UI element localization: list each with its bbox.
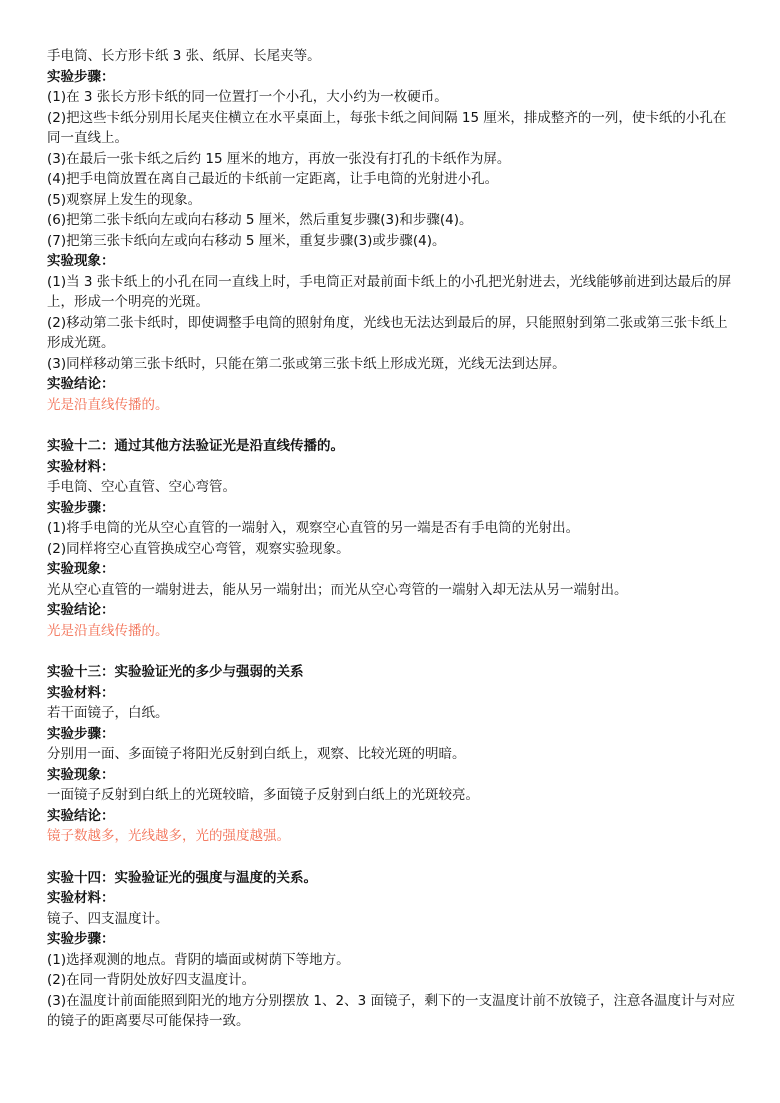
section-title: 实验十三：实验验证光的多少与强弱的关系 [47, 664, 304, 680]
step-item: (5)观察屏上发生的现象。 [47, 191, 202, 208]
step-item: (4)把手电筒放置在离自己最近的卡纸前一定距离，让手电筒的光射进小孔。 [47, 171, 499, 187]
conclusion-answer: 光是沿直线传播的。 [47, 622, 169, 639]
step-item: (1)在 3 张长方形卡纸的同一位置打一个小孔，大小约为一枚硬币。 [47, 89, 448, 105]
step-text: 分别用一面、多面镜子将阳光反射到白纸上，观察、比较光斑的明暗。 [47, 746, 466, 762]
materials-label: 实验材料： [47, 684, 115, 701]
section-title: 实验十二：通过其他方法验证光是沿直线传播的。 [47, 438, 344, 454]
steps-label: 实验步骤： [47, 68, 115, 85]
section-gap [47, 641, 737, 662]
conclusion-label: 实验结论： [47, 602, 115, 618]
step-item: (2)同样将空心直管换成空心弯管，观察实验现象。 [47, 540, 350, 557]
phenomena-label: 实验现象： [47, 253, 115, 269]
step-item: (2)在同一背阴处放好四支温度计。 [47, 972, 256, 988]
section-title: 实验十四：实验验证光的强度与温度的关系。 [47, 869, 317, 886]
phenomenon-text: 一面镜子反射到白纸上的光斑较暗，多面镜子反射到白纸上的光斑较亮。 [47, 787, 479, 803]
step-item: (3)在最后一张卡纸之后约 15 厘米的地方，再放一张没有打孔的卡纸作为屏。 [47, 150, 511, 167]
phenomenon-item: (2)移动第二张卡纸时，即使调整手电筒的照射角度，光线也无法达到最后的屏，只能照射到第二张或第三张卡纸上形成光斑。 [47, 314, 728, 351]
materials-text: 手电筒、长方形卡纸 3 张、纸屏、长尾夹等。 [47, 48, 321, 64]
phenomenon-text: 光从空心直管的一端射进去，能从另一端射出；而光从空心弯管的一端射入却无法从另一端射出。 [47, 581, 628, 598]
steps-label: 实验步骤： [47, 725, 115, 742]
materials-label: 实验材料： [47, 458, 115, 475]
conclusion-label: 实验结论： [47, 376, 115, 392]
conclusion-label: 实验结论： [47, 807, 115, 824]
materials-label: 实验材料： [47, 890, 115, 906]
step-item: (2)把这些卡纸分别用长尾夹住横立在水平桌面上，每张卡纸之间间隔 15 厘米，排成整齐的一列，使卡纸的小孔在同一直线上。 [47, 109, 727, 146]
step-item: (1)选择观测的地点。背阴的墙面或树荫下等地方。 [47, 951, 350, 968]
step-item: (3)在温度计前面能照到阳光的地方分别摆放 1、2、3 面镜子，剩下的一支温度计前不放镜子，注意各温度计与对应的镜子的距离要尽可能保持一致。 [47, 992, 735, 1029]
materials-text: 手电筒、空心直管、空心弯管。 [47, 479, 236, 495]
materials-text: 镜子、四支温度计。 [47, 910, 169, 927]
document-page [47, 46, 737, 1032]
section-gap [47, 415, 737, 436]
steps-label: 实验步骤： [47, 931, 115, 947]
phenomenon-item: (3)同样移动第三张卡纸时，只能在第二张或第三张卡纸上形成光斑，光线无法到达屏。 [47, 355, 566, 372]
step-item: (6)把第二张卡纸向左或向右移动 5 厘米，然后重复步骤(3)和步骤(4)。 [47, 212, 473, 228]
phenomena-label: 实验现象： [47, 766, 115, 783]
steps-label: 实验步骤： [47, 499, 115, 516]
phenomena-label: 实验现象： [47, 561, 115, 577]
step-item: (1)将手电筒的光从空心直管的一端射入，观察空心直管的另一端是否有手电筒的光射出。 [47, 520, 580, 536]
materials-text: 若干面镜子，白纸。 [47, 705, 169, 721]
phenomenon-item: (1)当 3 张卡纸上的小孔在同一直线上时，手电筒正对最前面卡纸上的小孔把光射进去，光线能够前进到达最后的屏上，形成一个明亮的光斑。 [47, 273, 732, 310]
conclusion-answer: 光是沿直线传播的。 [47, 396, 169, 413]
step-item: (7)把第三张卡纸向左或向右移动 5 厘米，重复步骤(3)或步骤(4)。 [47, 232, 446, 249]
conclusion-answer: 镜子数越多，光线越多，光的强度越强。 [47, 828, 290, 844]
section-gap [47, 847, 737, 868]
